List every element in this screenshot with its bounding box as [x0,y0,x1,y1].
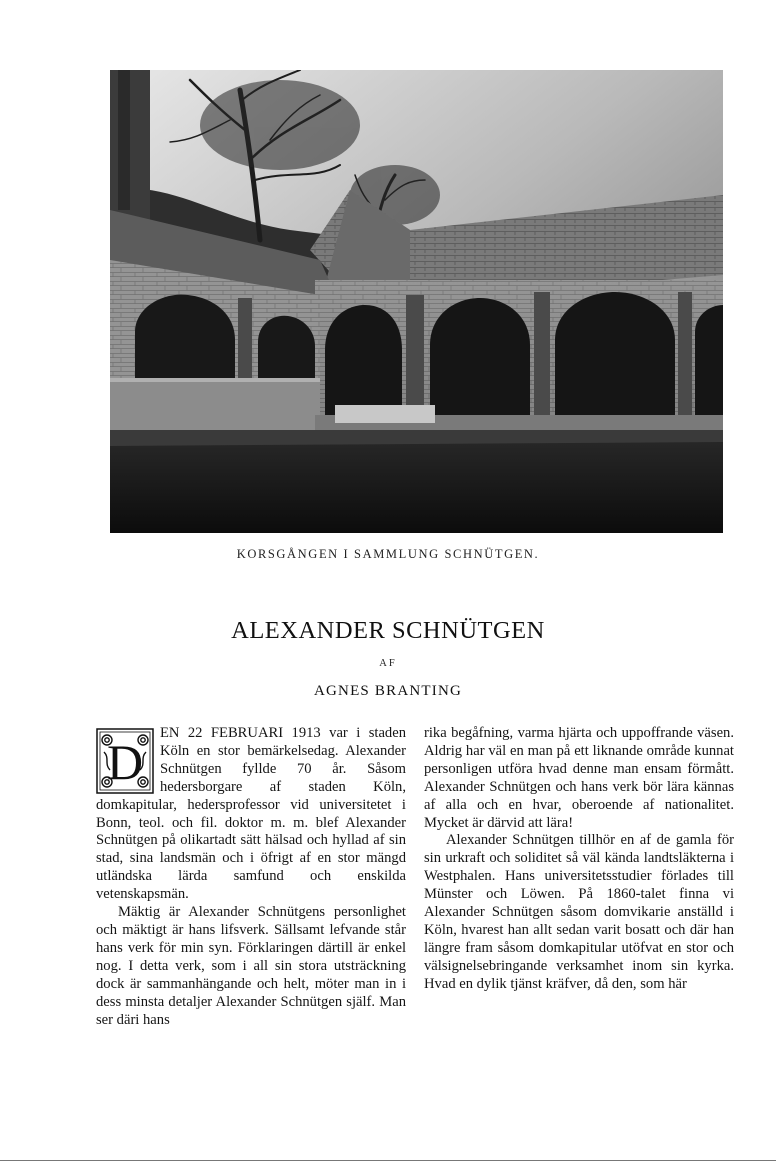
paragraph [96,725,406,904]
cloister-photograph [110,70,723,533]
page-edge-rule [0,1160,776,1161]
paragraph-text: EN 22 FEBRUARI 1913 var i staden Köln en stor bemärkelsedag. Alexander Schnütgen fyllde 70 år. Såsom hedersborgare af staden Köln, domkapitular, hedersprofessor vid universitetet i Bonn, teol. och fil. doktor m. m. blef Alexander Schnütgen på olikartadt sätt hälsad och hyllad af sin stad, sina landsmän och i öfrigt af en stor mängd utländska lärda samfund och enskilda vetenskapsmän. [96,725,406,903]
paragraph: Alexander Schnütgen tillhör en af de gamla för sin urkraft och soliditet så väl kända landtsläkterna i Westphalen. Hans universitetsstudier förlades till Münster och Löwen. På 1860-talet finna vi Alexander Schnütgen såsom domvikarie anställd i Köln, hvarest han allt sedan varit bosatt och där han längre fram såsom domkapitular utöfvat en stor och välsignelsebringande verksamhet inom sin kyrka. Hvad en dylik tjänst kräfver, då den, som här [424,832,734,992]
paragraph: Mäktig är Alexander Schnütgens personlighet och mäktigt är hans lifsverk. Sällsamt lefvande står hans verk för min syn. Förklaringen därtill är enkel nog. I detta verk, som i all sin stora utsträckning dock är sammanhängande och helt, möter man in i dess minsta detaljer Alexander Schnütgen själf. Man ser däri hans [96,904,406,1028]
cloister-photo-drawing [110,70,723,533]
byline-author: AGNES BRANTING [313,683,463,699]
article-column-right [424,725,734,994]
drop-cap-ornament [96,728,154,794]
figure-caption: KORSGÅNGEN I SAMMLUNG SCHNÜTGEN. [236,547,540,561]
article-column-left [96,725,406,1029]
article-title: ALEXANDER SCHNÜTGEN [231,617,545,644]
byline-prefix: AF [379,658,397,669]
paragraph: rika begåfning, varma hjärta och uppoffrande väsen. Aldrig har väl en man på ett liknande område kunnat personligen utföra hvad denne man ensam förmått. Alexander Schnütgen och hans verk bör lära kännas af alla och en hvar, oberoende af nationalitet. Mycket är därvid att lära! [424,725,734,831]
svg-text:D: D [106,734,144,790]
drop-cap [96,728,154,794]
